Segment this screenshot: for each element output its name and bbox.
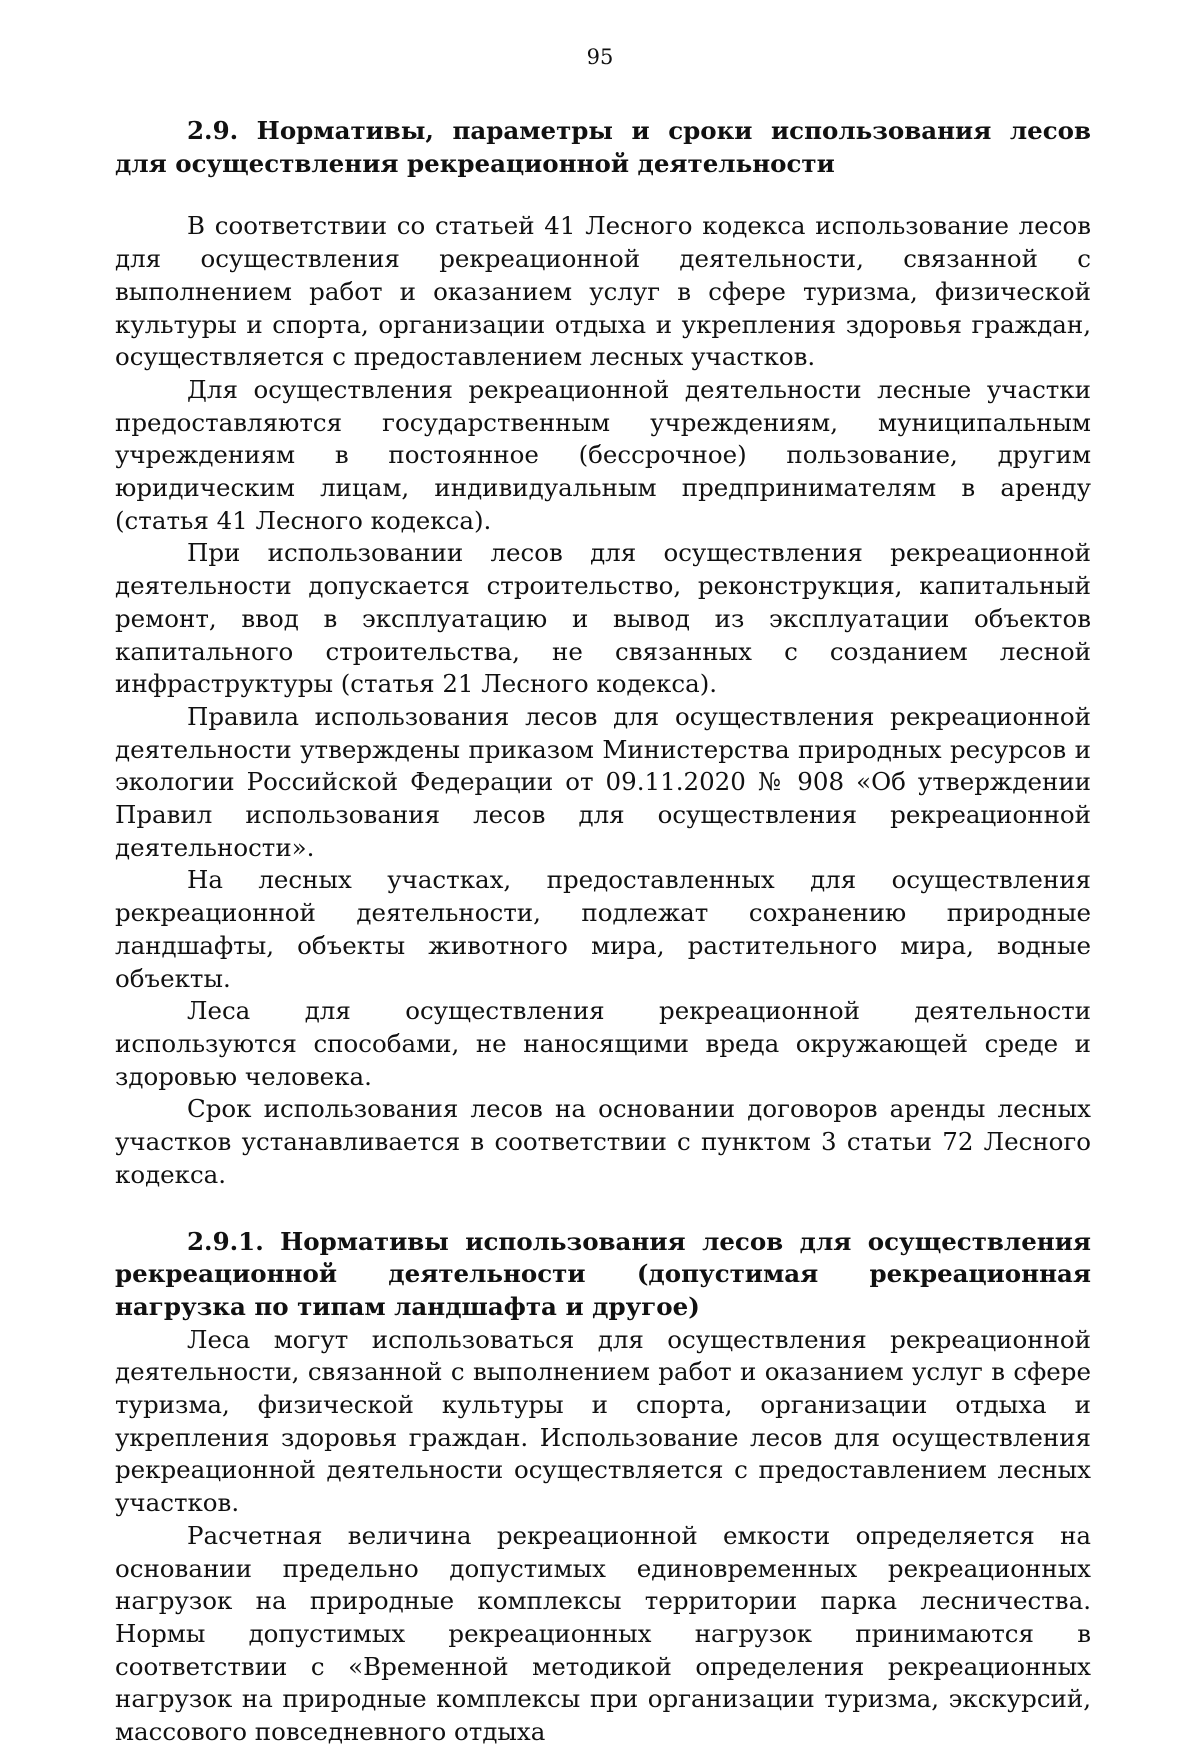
- paragraph: Для осуществления рекреационной деятельности лесные участки предоставляются государственным учреждениям, муниципальным учреждениям в постоянное (бессрочное) пользование, другим юридическим лицам, индивидуальным предпринимателям в аренду (статья 41 Лесного кодекса).: [115, 374, 1091, 535]
- paragraph: На лесных участках, предоставленных для осуществления рекреационной деятельности, подлежат сохранению природные ландшафты, объекты животного мира, растительного мира, водные объекты.: [115, 865, 1091, 993]
- paragraph: Леса могут использоваться для осуществления рекреационной деятельности, связанной с выполнением работ и оказанием услуг в сфере туризма, физической культуры и спорта, организации отдыха и укрепления здоровья граждан. Использование лесов для осуществления рекреационной деятельности осуществляется с предоставлением лесных участков.: [115, 1324, 1091, 1518]
- paragraph: При использовании лесов для осуществления рекреационной деятельности допускается строительство, реконструкция, капитальный ремонт, ввод в эксплуатацию и вывод из эксплуатации объектов капитального строительства, не связанных с созданием лесной инфраструктуры (статья 21 Лесного кодекса).: [115, 538, 1091, 699]
- paragraph: В соответствии со статьей 41 Лесного кодекса использование лесов для осуществления рекреационной деятельности, связанной с выполнением работ и оказанием услуг в сфере туризма, физической культуры и спорта, организации отдыха и укрепления здоровья граждан, осуществляется с предоставлением лесных участков.: [115, 211, 1091, 372]
- paragraph: Срок использования лесов на основании договоров аренды лесных участков устанавливается в соответствии с пунктом 3 статьи 72 Лесного кодекса.: [115, 1094, 1091, 1189]
- paragraph: Расчетная величина рекреационной емкости определяется на основании предельно допустимых единовременных рекреационных нагрузок на природные комплексы территории парка лесничества. Нормы допустимых рекреационных нагрузок принимаются в соответствии с «Временной методикой определения рекреационных нагрузок на природные комплексы при организации туризма, экскурсий, массового повседневного отдыха: [115, 1520, 1091, 1747]
- paragraph: Правила использования лесов для осуществления рекреационной деятельности утверждены приказом Министерства природных ресурсов и экологии Российской Федерации от 09.11.2020 № 908 «Об утверждении Правил использования лесов для осуществления рекреационной деятельности».: [115, 701, 1091, 862]
- section-heading-2-9: 2.9. Нормативы, параметры и сроки использования лесов для осуществления рекреационной деятельности: [115, 116, 1091, 178]
- paragraph: Леса для осуществления рекреационной деятельности используются способами, не наносящими вреда окружающей среде и здоровью человека.: [115, 996, 1091, 1091]
- section-heading-2-9-1: 2.9.1. Нормативы использования лесов для осуществления рекреационной деятельности (допустимая рекреационная нагрузка по типам ландшафта и другое): [115, 1226, 1091, 1321]
- document-body: [115, 115, 1091, 1749]
- page-number: 95: [586, 45, 614, 69]
